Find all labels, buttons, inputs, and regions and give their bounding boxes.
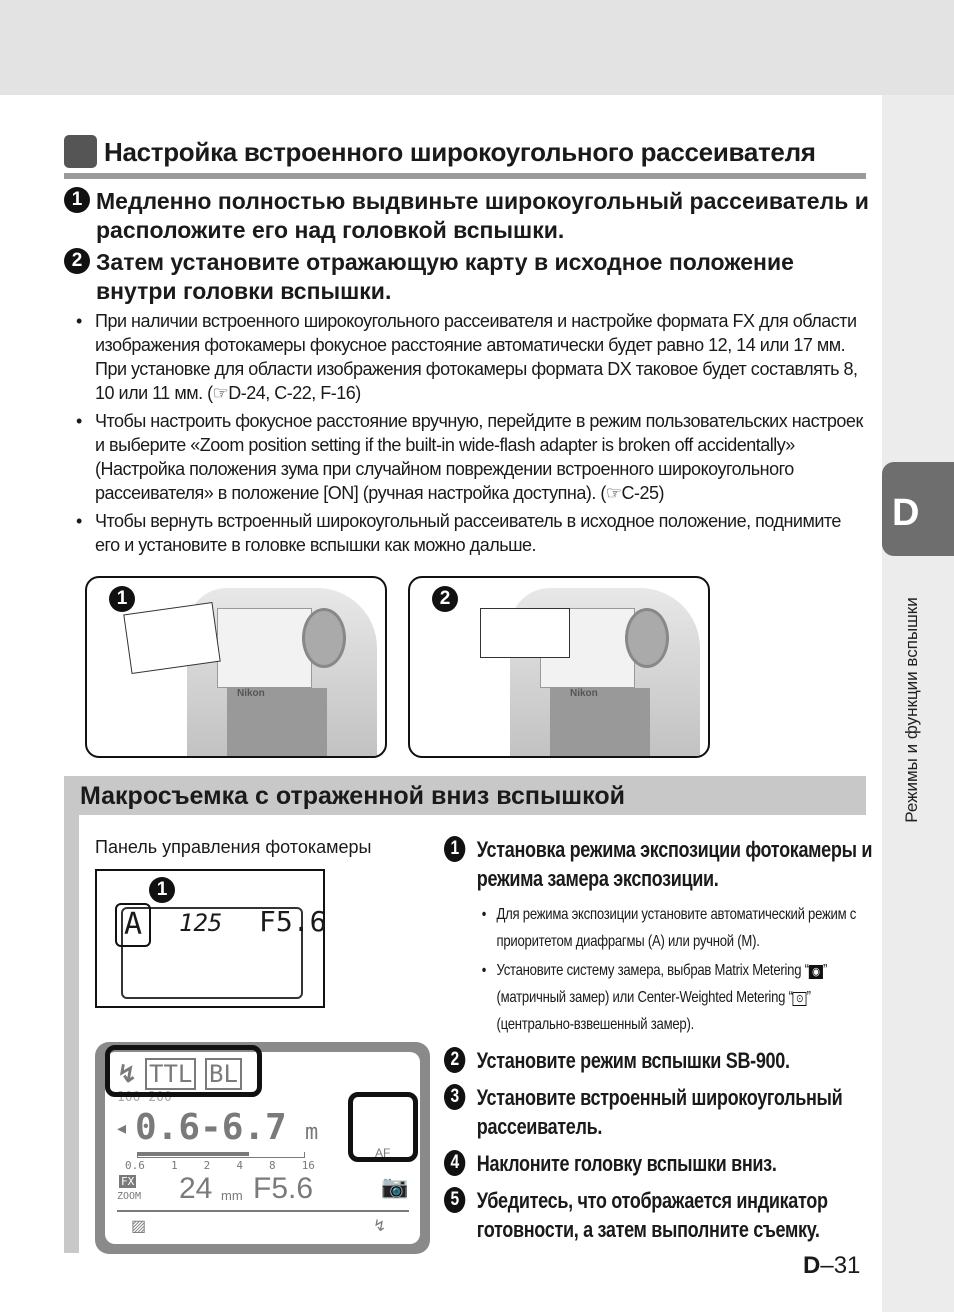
- aperture: F5.6: [259, 905, 327, 938]
- step-text: Наклоните головку вспышки вниз.: [476, 1151, 777, 1176]
- bullet: [482, 901, 887, 955]
- step-text: Установите встроенный широкоугольный рассеиватель.: [476, 1085, 843, 1139]
- step-1: [64, 187, 870, 245]
- step-text: Убедитесь, что отображается индикатор готовности, а затем выполните съемку.: [476, 1188, 828, 1242]
- highlight-adapter: [348, 1092, 418, 1162]
- shutter-speed: 125: [179, 909, 223, 937]
- illustration-2: [408, 576, 710, 758]
- step-2: [444, 1046, 887, 1075]
- brand-logo: Nikon: [237, 688, 265, 699]
- bullet-text: • При наличии встроенного широкоугольного рассеивателя и настройке формата FX для области изображения фотокамеры фокусное расстояние автоматически будет равно 12, 14 или 17 мм. При установке для области изображения фотокамеры формата DX таковое будет составлять 8, 10 или 11 мм. (☞D-24, C-22, F-16): [95, 311, 858, 403]
- step-text: Медленно полностью выдвиньте широкоугольный рассеиватель и расположите его над головкой вспышки.: [96, 188, 869, 243]
- range-scale: 0.6 1 2 4 8 16: [125, 1159, 315, 1172]
- bullet: • Установите систему замера, выбрав Matrix Metering “ ◉ ” (матричный замер) или Center-Weighted Metering “ ⊙ ” (центрально-взвешенный замер).: [482, 957, 887, 1038]
- section1-body: [64, 187, 870, 561]
- bullet-text: • Чтобы настроить фокусное расстояние вручную, перейдите в режим пользовательских настроек и выберите «Zoom position setting if the built-in wide-flash adapter is broken off accidentally» (Настройка положения зума при случайном повреждении встроенного широкоугольного рассеивателя» в положение [ON] (ручная настройка доступна). (☞C-25): [95, 411, 863, 503]
- bullet: [76, 409, 870, 505]
- step-text: Установите режим вспышки SB-900.: [476, 1048, 790, 1073]
- iso-label: 100 200: [117, 1090, 172, 1105]
- section2-steps: [444, 835, 887, 1252]
- reflector-card: [480, 608, 570, 658]
- range-unit: m: [305, 1120, 319, 1145]
- flash-mode-icon: ↯: [117, 1061, 138, 1088]
- range-bar: [137, 1152, 305, 1158]
- zoom-label: ZOOM: [117, 1191, 142, 1202]
- illustration-number: 2: [432, 586, 458, 612]
- af-label: AF: [375, 1146, 391, 1160]
- flash-lcd: [95, 1042, 430, 1254]
- step-text: Установка режима экспозиции фотокамеры и режима замера экспозиции.: [476, 837, 873, 891]
- bullet-text: Установите систему замера, выбрав Matrix Metering: [496, 962, 802, 979]
- ready-light-icon: ↯: [373, 1218, 387, 1235]
- lcd-number: 1: [149, 877, 175, 903]
- section-icon: [64, 135, 97, 168]
- step-4: [444, 1149, 887, 1178]
- section-title: Настройка встроенного широкоугольного рассеивателя: [104, 137, 816, 167]
- chapter-tab[interactable]: D: [882, 462, 954, 556]
- fx-label: FX: [121, 1175, 135, 1188]
- step-text: Затем установите отражающую карту в исходное положение внутри головки вспышки.: [96, 249, 794, 304]
- camera-panel-label: Панель управления фотокамеры: [95, 837, 372, 857]
- step-number: 1: [444, 836, 465, 862]
- f-number: F5.6: [253, 1172, 314, 1205]
- illustration-1: [85, 576, 387, 758]
- step-number: 2: [444, 1047, 465, 1073]
- exposure-mode: A: [115, 903, 151, 947]
- range-arrow-icon: ◂: [117, 1118, 127, 1138]
- step-2: [64, 248, 834, 306]
- section-underline: [64, 173, 866, 179]
- step-5: [444, 1186, 887, 1244]
- section2-title: Макросъемка с отраженной вниз вспышкой: [80, 782, 625, 810]
- bullet-text: • Чтобы вернуть встроенный широкоугольный рассеиватель в исходное положение, поднимите его и установите в головке вспышки как можно дальше.: [95, 511, 841, 555]
- step-number: 4: [444, 1150, 465, 1176]
- center-weighted-icon: ⊙: [793, 992, 807, 1006]
- bullet: [76, 309, 870, 405]
- step-number: 1: [64, 187, 90, 213]
- matrix-metering-icon: ◉: [809, 965, 823, 979]
- exposure-comp-icon: ▨: [131, 1218, 147, 1235]
- step-number: 3: [444, 1084, 465, 1110]
- wide-flash-adapter: [123, 602, 220, 674]
- camera-icon: 📷: [381, 1174, 409, 1199]
- focal-length: 24: [179, 1172, 213, 1205]
- brand-logo: Nikon: [570, 688, 598, 699]
- flash-range: 0.6-6.7: [135, 1107, 287, 1148]
- ttl-label: TTL: [145, 1058, 196, 1090]
- step-number: 2: [64, 248, 90, 274]
- bullet: [76, 509, 870, 557]
- highlight-mode: [105, 1045, 262, 1097]
- top-band: [0, 0, 954, 95]
- section2-strip: [64, 815, 79, 1253]
- focal-unit: mm: [221, 1188, 243, 1203]
- step-3: [444, 1083, 854, 1141]
- step-number: 5: [444, 1187, 465, 1213]
- step-1: [444, 835, 887, 893]
- page-number: D–31: [803, 1252, 861, 1279]
- chapter-label: Режимы и функции вспышки: [902, 597, 921, 823]
- camera-lcd: [95, 869, 325, 1008]
- bl-label: BL: [205, 1058, 242, 1090]
- illustration-number: 1: [109, 586, 135, 612]
- bullet-text: • Для режима экспозиции установите автоматический режим с приоритетом диафрагмы (A) или ручной (M).: [496, 906, 857, 950]
